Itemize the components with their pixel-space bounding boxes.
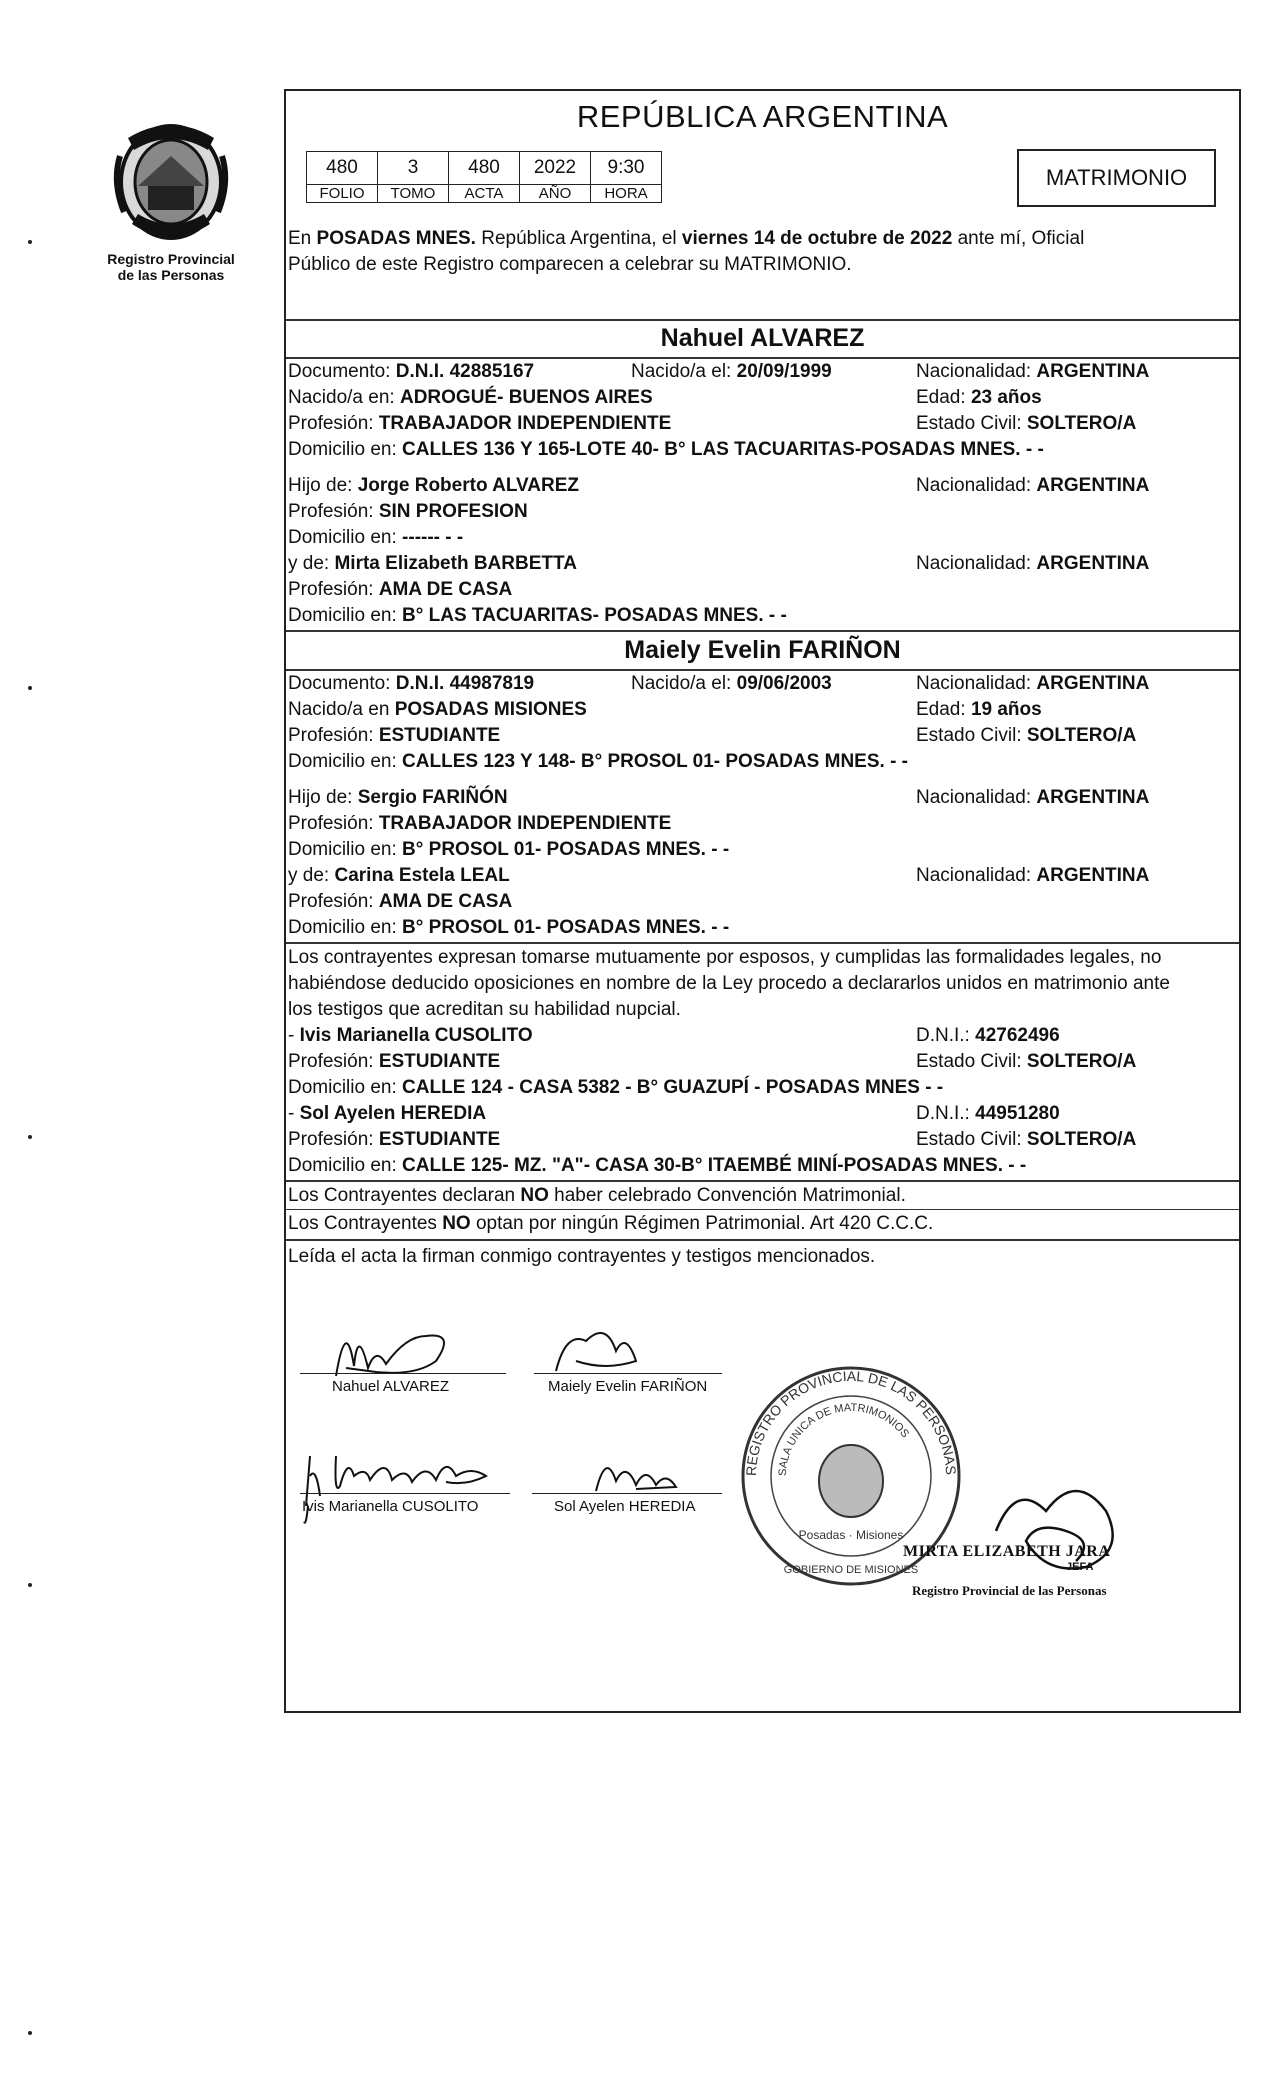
- witness-1-address: Domicilio en: CALLE 124 - CASA 5382 - B° GUAZUPÍ - POSADAS MNES - -: [288, 1077, 944, 1098]
- caption-line-1: Registro Provincial: [107, 251, 235, 267]
- witness-1-dni: D.N.I.: 42762496: [916, 1025, 1060, 1046]
- stamp-bottom-text: Posadas · Misiones: [798, 1528, 904, 1542]
- spouse-1-nationality: Nacionalidad: ARGENTINA: [916, 361, 1150, 382]
- spouse-1-father-profession: Profesión: SIN PROFESION: [288, 501, 528, 522]
- margin-dot: [28, 1135, 32, 1139]
- signature-2-scribble: [536, 1311, 656, 1381]
- spouse-1-birthdate: Nacido/a el: 20/09/1999: [631, 361, 832, 382]
- official-name: MIRTA ELIZABETH JARA: [903, 1543, 1111, 1560]
- spouse-1-age: Edad: 23 años: [916, 387, 1042, 408]
- spouse-2-nationality: Nacionalidad: ARGENTINA: [916, 673, 1150, 694]
- hora-value: 9:30: [591, 152, 662, 185]
- registry-caption: [88, 251, 254, 283]
- spouse-1-name: Nahuel ALVAREZ: [660, 324, 865, 352]
- margin-dot: [28, 1583, 32, 1587]
- spouse-2-birthdate: Nacido/a el: 09/06/2003: [631, 673, 832, 694]
- declaration-line-3: los testigos que acreditan su habilidad nupcial.: [288, 999, 681, 1020]
- spouse-2-address: Domicilio en: CALLES 123 Y 148- B° PROSOL 01- POSADAS MNES. - -: [288, 751, 909, 772]
- spouse-1-mother: y de: Mirta Elizabeth BARBETTA: [288, 553, 577, 574]
- witness-1-civil-status: Estado Civil: SOLTERO/A: [916, 1051, 1137, 1072]
- page-title: REPÚBLICA ARGENTINA: [576, 99, 949, 134]
- spouse-2-mother-nationality: Nacionalidad: ARGENTINA: [916, 865, 1150, 886]
- declaration-line-2: habiéndose deducido oposiciones en nombre de la Ley procedo a declararlos unidos en matrimonio ante: [288, 973, 1170, 994]
- signature-2-name: Maiely Evelin FARIÑON: [548, 1378, 708, 1395]
- witness-2-civil-status: Estado Civil: SOLTERO/A: [916, 1129, 1137, 1150]
- spouse-2-age: Edad: 19 años: [916, 699, 1042, 720]
- spouse-1-father-nationality: Nacionalidad: ARGENTINA: [916, 475, 1150, 496]
- witness-2-dni: D.N.I.: 44951280: [916, 1103, 1060, 1124]
- divider: [286, 319, 1239, 321]
- spouse-1-profession: Profesión: TRABAJADOR INDEPENDIENTE: [288, 413, 672, 434]
- spouse-1-mother-profession: Profesión: AMA DE CASA: [288, 579, 513, 600]
- province-emblem-icon: [108, 116, 234, 246]
- spouse-1-civil-status: Estado Civil: SOLTERO/A: [916, 413, 1137, 434]
- signature-3-name: Ivis Marianella CUSOLITO: [302, 1498, 479, 1515]
- certificate-frame: [284, 89, 1241, 1713]
- spouse-2-mother: y de: Carina Estela LEAL: [288, 865, 510, 886]
- spouse-2-name: Maiely Evelin FARIÑON: [624, 636, 901, 664]
- caption-line-2: de las Personas: [117, 267, 225, 283]
- signature-1-name: Nahuel ALVAREZ: [332, 1378, 450, 1395]
- act-type-box: MATRIMONIO: [1017, 149, 1216, 207]
- official-role: JEFA: [1066, 1561, 1094, 1573]
- spouse-2-father: Hijo de: Sergio FARIÑÓN: [288, 787, 508, 808]
- official-organization: Registro Provincial de las Personas: [912, 1583, 1107, 1598]
- divider: [286, 357, 1239, 359]
- stamp-outer-text: REGISTRO PROVINCIAL DE LAS PERSONAS: [742, 1367, 960, 1477]
- spouse-2-mother-profession: Profesión: AMA DE CASA: [288, 891, 513, 912]
- registry-table: [306, 151, 662, 203]
- spouse-1-mother-nationality: Nacionalidad: ARGENTINA: [916, 553, 1150, 574]
- closing-text: Leída el acta la firman conmigo contrayentes y testigos mencionados.: [288, 1246, 876, 1267]
- tomo-label: TOMO: [378, 185, 449, 203]
- spouse-1-birthplace: Nacido/a en: ADROGUÉ- BUENOS AIRES: [288, 387, 653, 408]
- anio-value: 2022: [520, 152, 591, 185]
- convention-line-1: Los Contrayentes declaran NO haber celebrado Convención Matrimonial.: [288, 1185, 906, 1206]
- official-signature-scribble: [976, 1471, 1136, 1581]
- stamp-inner-text: SALA UNICA DE MATRIMONIOS: [776, 1401, 912, 1477]
- acta-label: ACTA: [449, 185, 520, 203]
- spouse-2-father-nationality: Nacionalidad: ARGENTINA: [916, 787, 1150, 808]
- intro-line-1: En POSADAS MNES. República Argentina, el viernes 14 de octubre de 2022 ante mí, Oficial: [288, 228, 1085, 249]
- spouse-2-father-address: Domicilio en: B° PROSOL 01- POSADAS MNES. - -: [288, 839, 730, 860]
- anio-label: AÑO: [520, 185, 591, 203]
- witness-2-profession: Profesión: ESTUDIANTE: [288, 1129, 501, 1150]
- signature-4-line: [532, 1493, 722, 1494]
- convention-line-2: Los Contrayentes NO optan por ningún Régimen Patrimonial. Art 420 C.C.C.: [288, 1213, 934, 1234]
- spouse-2-father-profession: Profesión: TRABAJADOR INDEPENDIENTE: [288, 813, 672, 834]
- folio-value: 480: [307, 152, 378, 185]
- acta-value: 480: [449, 152, 520, 185]
- witness-2-address: Domicilio en: CALLE 125- MZ. "A"- CASA 30-B° ITAEMBÉ MINÍ-POSADAS MNES. - -: [288, 1155, 1027, 1176]
- witness-1-name: - Ivis Marianella CUSOLITO: [288, 1025, 533, 1046]
- spouse-1-father: Hijo de: Jorge Roberto ALVAREZ: [288, 475, 580, 496]
- spouse-2-profession: Profesión: ESTUDIANTE: [288, 725, 501, 746]
- spouse-1-document: Documento: D.N.I. 42885167: [288, 361, 535, 382]
- spouse-2-document: Documento: D.N.I. 44987819: [288, 673, 535, 694]
- signature-1-line: [300, 1373, 506, 1374]
- witness-2-name: - Sol Ayelen HEREDIA: [288, 1103, 487, 1124]
- divider: [286, 942, 1239, 944]
- hora-label: HORA: [591, 185, 662, 203]
- stamp-ring-bottom: GOBIERNO DE MISIONES: [783, 1564, 919, 1576]
- signature-4-name: Sol Ayelen HEREDIA: [554, 1498, 696, 1515]
- divider: [286, 1209, 1239, 1210]
- spouse-2-civil-status: Estado Civil: SOLTERO/A: [916, 725, 1137, 746]
- spouse-1-address: Domicilio en: CALLES 136 Y 165-LOTE 40- B° LAS TACUARITAS-POSADAS MNES. - -: [288, 439, 1044, 460]
- tomo-value: 3: [378, 152, 449, 185]
- declaration-line-1: Los contrayentes expresan tomarse mutuamente por esposos, y cumplidas las formalidades legales, no: [288, 947, 1162, 968]
- divider: [286, 1180, 1239, 1182]
- divider: [286, 1239, 1239, 1241]
- spouse-2-birthplace: Nacido/a en POSADAS MISIONES: [288, 699, 587, 720]
- margin-dot: [28, 686, 32, 690]
- intro-line-2: Público de este Registro comparecen a celebrar su MATRIMONIO.: [288, 254, 852, 275]
- spouse-1-father-address: Domicilio en: ------ - -: [288, 527, 464, 548]
- folio-label: FOLIO: [307, 185, 378, 203]
- signature-3-line: [300, 1493, 510, 1494]
- spouse-2-mother-address: Domicilio en: B° PROSOL 01- POSADAS MNES. - -: [288, 917, 730, 938]
- spouse-1-mother-address: Domicilio en: B° LAS TACUARITAS- POSADAS MNES. - -: [288, 605, 787, 626]
- divider: [286, 669, 1239, 671]
- margin-dot: [28, 2031, 32, 2035]
- signature-2-line: [534, 1373, 722, 1374]
- divider: [286, 630, 1239, 632]
- margin-dot: [28, 240, 32, 244]
- signature-1-scribble: [306, 1306, 466, 1386]
- witness-1-profession: Profesión: ESTUDIANTE: [288, 1051, 501, 1072]
